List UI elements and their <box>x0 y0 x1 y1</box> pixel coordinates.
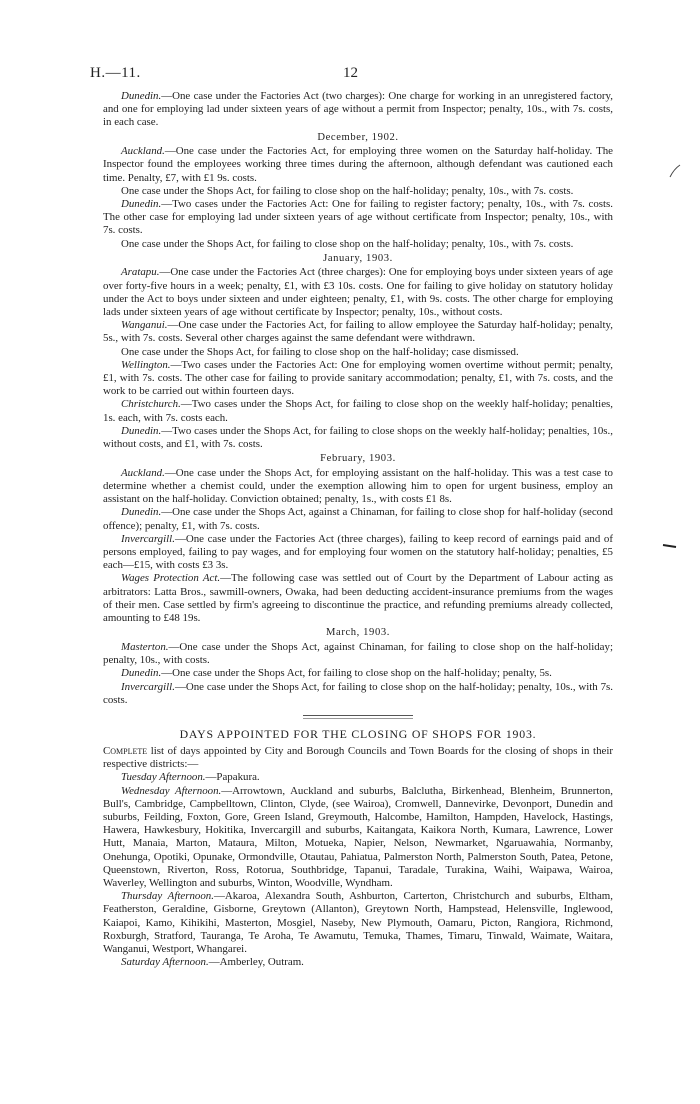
case-entry <box>103 319 613 345</box>
case-text: One case under the Shops Act, for failing to close shop on the half-holiday; case dismissed. <box>121 345 519 358</box>
place-name: Auckland. <box>121 466 165 479</box>
month-section <box>103 131 613 251</box>
case-entry <box>103 425 613 451</box>
case-text: One case under the Shops Act, for failing to close shop on the half-holiday; penalty, 10s., with 7s. costs. <box>121 184 574 197</box>
place-name: Dunedin. <box>121 90 162 102</box>
case-text: —One case under the Factories Act, for failing to allow employee the Saturday half-holiday; penalty, 5s., with 7s. costs. Several other charges against the same defendant were withdrawn. <box>103 319 613 345</box>
case-text: —One case under the Factories Act, for employing three women on the Saturday half-holiday. The Inspector found the employees working three times during the afternoon, although defendant was cautioned each time. Penalty, £7, with £1 9s. costs. <box>103 145 613 184</box>
case-text: —One case under the Shops Act, for failing to close shop on the half-holiday; penalty, 10s., with 7s. costs. <box>103 680 613 706</box>
case-entry <box>103 238 613 251</box>
month-section <box>103 626 613 707</box>
case-entry <box>103 145 613 185</box>
case-entry <box>103 467 613 507</box>
case-entry <box>103 506 613 532</box>
place-name: Aratapu. <box>121 266 160 279</box>
place-name: Christchurch. <box>121 398 181 411</box>
case-text: —Two cases under the Shops Act, for failing to close shop on the weekly half-holiday; penalties, 1s. each, with 7s. costs each. <box>103 398 613 424</box>
case-entry <box>103 681 613 707</box>
town-list: —Amberley, Outram. <box>208 956 304 969</box>
day-label: Wednesday Afternoon. <box>121 784 222 797</box>
place-name: Dunedin. <box>121 424 162 437</box>
case-text: —One case under the Shops Act, for failing to close shop on the half-holiday; penalty, 5s. <box>161 667 552 680</box>
case-entry <box>103 266 613 319</box>
day-label: Tuesday Afternoon. <box>121 771 206 784</box>
case-entry <box>103 667 613 680</box>
closing-day-entry <box>103 956 613 969</box>
case-entry <box>103 359 613 399</box>
place-name: Invercargill. <box>121 532 175 545</box>
case-text: —One case under the Shops Act, against Chinaman, for failing to close shop on the half-holiday; penalty, 10s., with costs. <box>103 640 613 667</box>
case-entry <box>103 346 613 359</box>
closing-day-entry <box>103 771 613 784</box>
case-entry <box>103 533 613 573</box>
case-text: —One case under the Shops Act, for employing assistant on the half-holiday. This was a test case to determine whether a chemist could, under the exemption allowing him to open for urgent business, employ an assistant on the half-holiday. Conviction obtained; penalty, 1s., with costs £1 8s. <box>103 466 613 506</box>
case-text: —One case under the Factories Act (two charges): One charge for working in an unregistered factory, and one for employing lad under sixteen years of age without a permit from Inspector; penalty, 10s., with 7s. costs, in each case. <box>103 90 613 129</box>
place-name: Wanganui. <box>121 319 168 332</box>
place-name: Masterton. <box>121 640 169 653</box>
intro-lead-word: Complete <box>103 744 148 757</box>
section-title: DAYS APPOINTED FOR THE CLOSING OF SHOPS FOR 1903. <box>179 726 537 741</box>
margin-dash-mark <box>662 542 678 550</box>
town-list: —Akaroa, Alexandra South, Ashburton, Carterton, Christchurch and suburbs, Eltham, Featherston, Geraldine, Gisborne, Greytown (Allanton), Greytown North, Hampstead, Helensville, Inglewood, Kaiapoi, Kamo, Kihikihi, Masterton, Mosgiel, Naseby, New Plymouth, Oamaru, Picton, Rangiora, Richmond, Roxburgh, Stratford, Tauranga, Te Aroha, Te Awamutu, Temuka, Thames, Timaru, Tinwald, Waimate, Waitara, Wanganui, Westport, Whangarei. <box>103 890 613 955</box>
month-section <box>103 252 613 451</box>
report-code: H.—11. <box>90 65 141 81</box>
case-entry <box>103 198 613 238</box>
case-text: —The following case was settled out of Court by the Department of Labour acting as arbitrators: Latta Bros., sawmill-owners, Owaka, had been deducting accident-insurance premiums from the wages of their men. Case settled by firm's agreeing to discontinue the practice, and refunding premiums already collected, amounting to £48 19s. <box>103 572 613 625</box>
month-heading: January, 1903. <box>323 252 393 264</box>
intro-paragraph <box>103 90 613 130</box>
case-text: —Two cases under the Shops Act, for failing to close shops on the weekly half-holiday; penalties, 10s., without costs, and £1, with 7s. costs. <box>103 424 613 451</box>
month-heading: March, 1903. <box>326 627 390 639</box>
town-list: —Arrowtown, Auckland and suburbs, Balclutha, Birkenhead, Blenheim, Brunnerton, Bull's, Cambridge, Campbelltown, Clinton, Clyde, (see Wairoa), Cromwell, Dannevirke, Devonport, Dunedin and suburbs, Feilding, Foxton, Gore, Green Island, Greymouth, Halcombe, Hamilton, Hampden, Havelock, Hastings, Hawera, Hawkesbury, Hokitika, Invercargill and suburbs, Kaitangata, Kaikora North, Kumara, Lawrence, Lower Hutt, Manaia, Marton, Mataura, Milton, Motueka, Napier, Nelson, Newmarket, Ngaruawahia, Normanby, Onehunga, Opotiki, Opunake, Ormondville, Otautau, Pahiatua, Palmerston North, Palmerston South, Patea, Petone, Queenstown, Riverton, Ross, Rotorua, Southbridge, Tapanui, Taradale, Turakina, Waihi, Waipawa, Wairoa, Waverley, Wellington and suburbs, Winton, Woodville, Wyndham. <box>103 784 613 889</box>
page-number: 12 <box>343 65 358 81</box>
case-entry <box>103 398 613 424</box>
case-text: One case under the Shops Act, for failing to close shop on the half-holiday; penalty, 10s., with 7s. costs. <box>121 237 574 250</box>
case-text: —Two cases under the Factories Act: One for failing to register factory; penalty, 10s., with 7s. costs. The other case for employing lad under sixteen years of age without certificate from Inspector; penalty, 10s., with 7s. costs. <box>103 198 613 237</box>
section-divider <box>303 715 413 719</box>
place-name: Invercargill. <box>121 680 175 693</box>
case-text: —One case under the Factories Act (three charges): One for employing boys under sixteen years of age over forty-five hours in a week; penalty, £1, with £3 10s. costs. One for failing to give holiday on statutory holiday under the Act to boys under sixteen and under eighteen; penalty, £1, with 9s. costs. The other charge for employing lads under sixteen years of age without certificate by Inspector; penalty, 10s., without costs. <box>103 266 613 319</box>
place-name: Dunedin. <box>121 667 162 680</box>
day-label: Saturday Afternoon. <box>121 956 209 969</box>
day-label: Thursday Afternoon. <box>121 890 214 903</box>
place-name: Auckland. <box>121 145 165 158</box>
place-name: Dunedin. <box>121 506 162 519</box>
town-list: —Papakura. <box>205 771 260 784</box>
closing-days-section <box>103 727 613 969</box>
case-text: —Two cases under the Factories Act: One for employing women overtime without permit; penalty, £1, with 7s. costs. The other case for failing to provide sanitary accommodation; penalty, £1, with 7s. costs, and the work to be carried out within fourteen days. <box>103 358 613 398</box>
place-name: Wellington. <box>121 358 171 371</box>
case-entry <box>103 185 613 198</box>
case-entry <box>103 641 613 667</box>
closing-intro <box>103 745 613 771</box>
month-heading: February, 1903. <box>320 453 396 465</box>
place-name: Dunedin. <box>121 198 162 211</box>
case-text: —One case under the Shops Act, against a Chinaman, for failing to close shop for half-holiday (second offence); penalty, £1, with 7s. costs. <box>103 506 613 532</box>
month-heading: December, 1902. <box>317 131 399 143</box>
document-page <box>90 60 613 969</box>
page-header <box>90 60 613 90</box>
closing-day-entry <box>103 785 613 891</box>
place-name: Wages Protection Act. <box>121 572 221 585</box>
case-entry <box>103 572 613 625</box>
month-section <box>103 452 613 625</box>
closing-day-entry <box>103 890 613 956</box>
case-text: —One case under the Factories Act (three charges), failing to keep record of earnings paid and of persons employed, failing to pay wages, and for employing four women on the statutory half-holiday; penalties, £5 each—£15, with costs £3 3s. <box>103 532 613 572</box>
margin-tick-mark <box>668 163 682 179</box>
intro-text: list of days appointed by City and Borough Councils and Town Boards for the closing of shops in their respective districts:— <box>103 744 613 771</box>
